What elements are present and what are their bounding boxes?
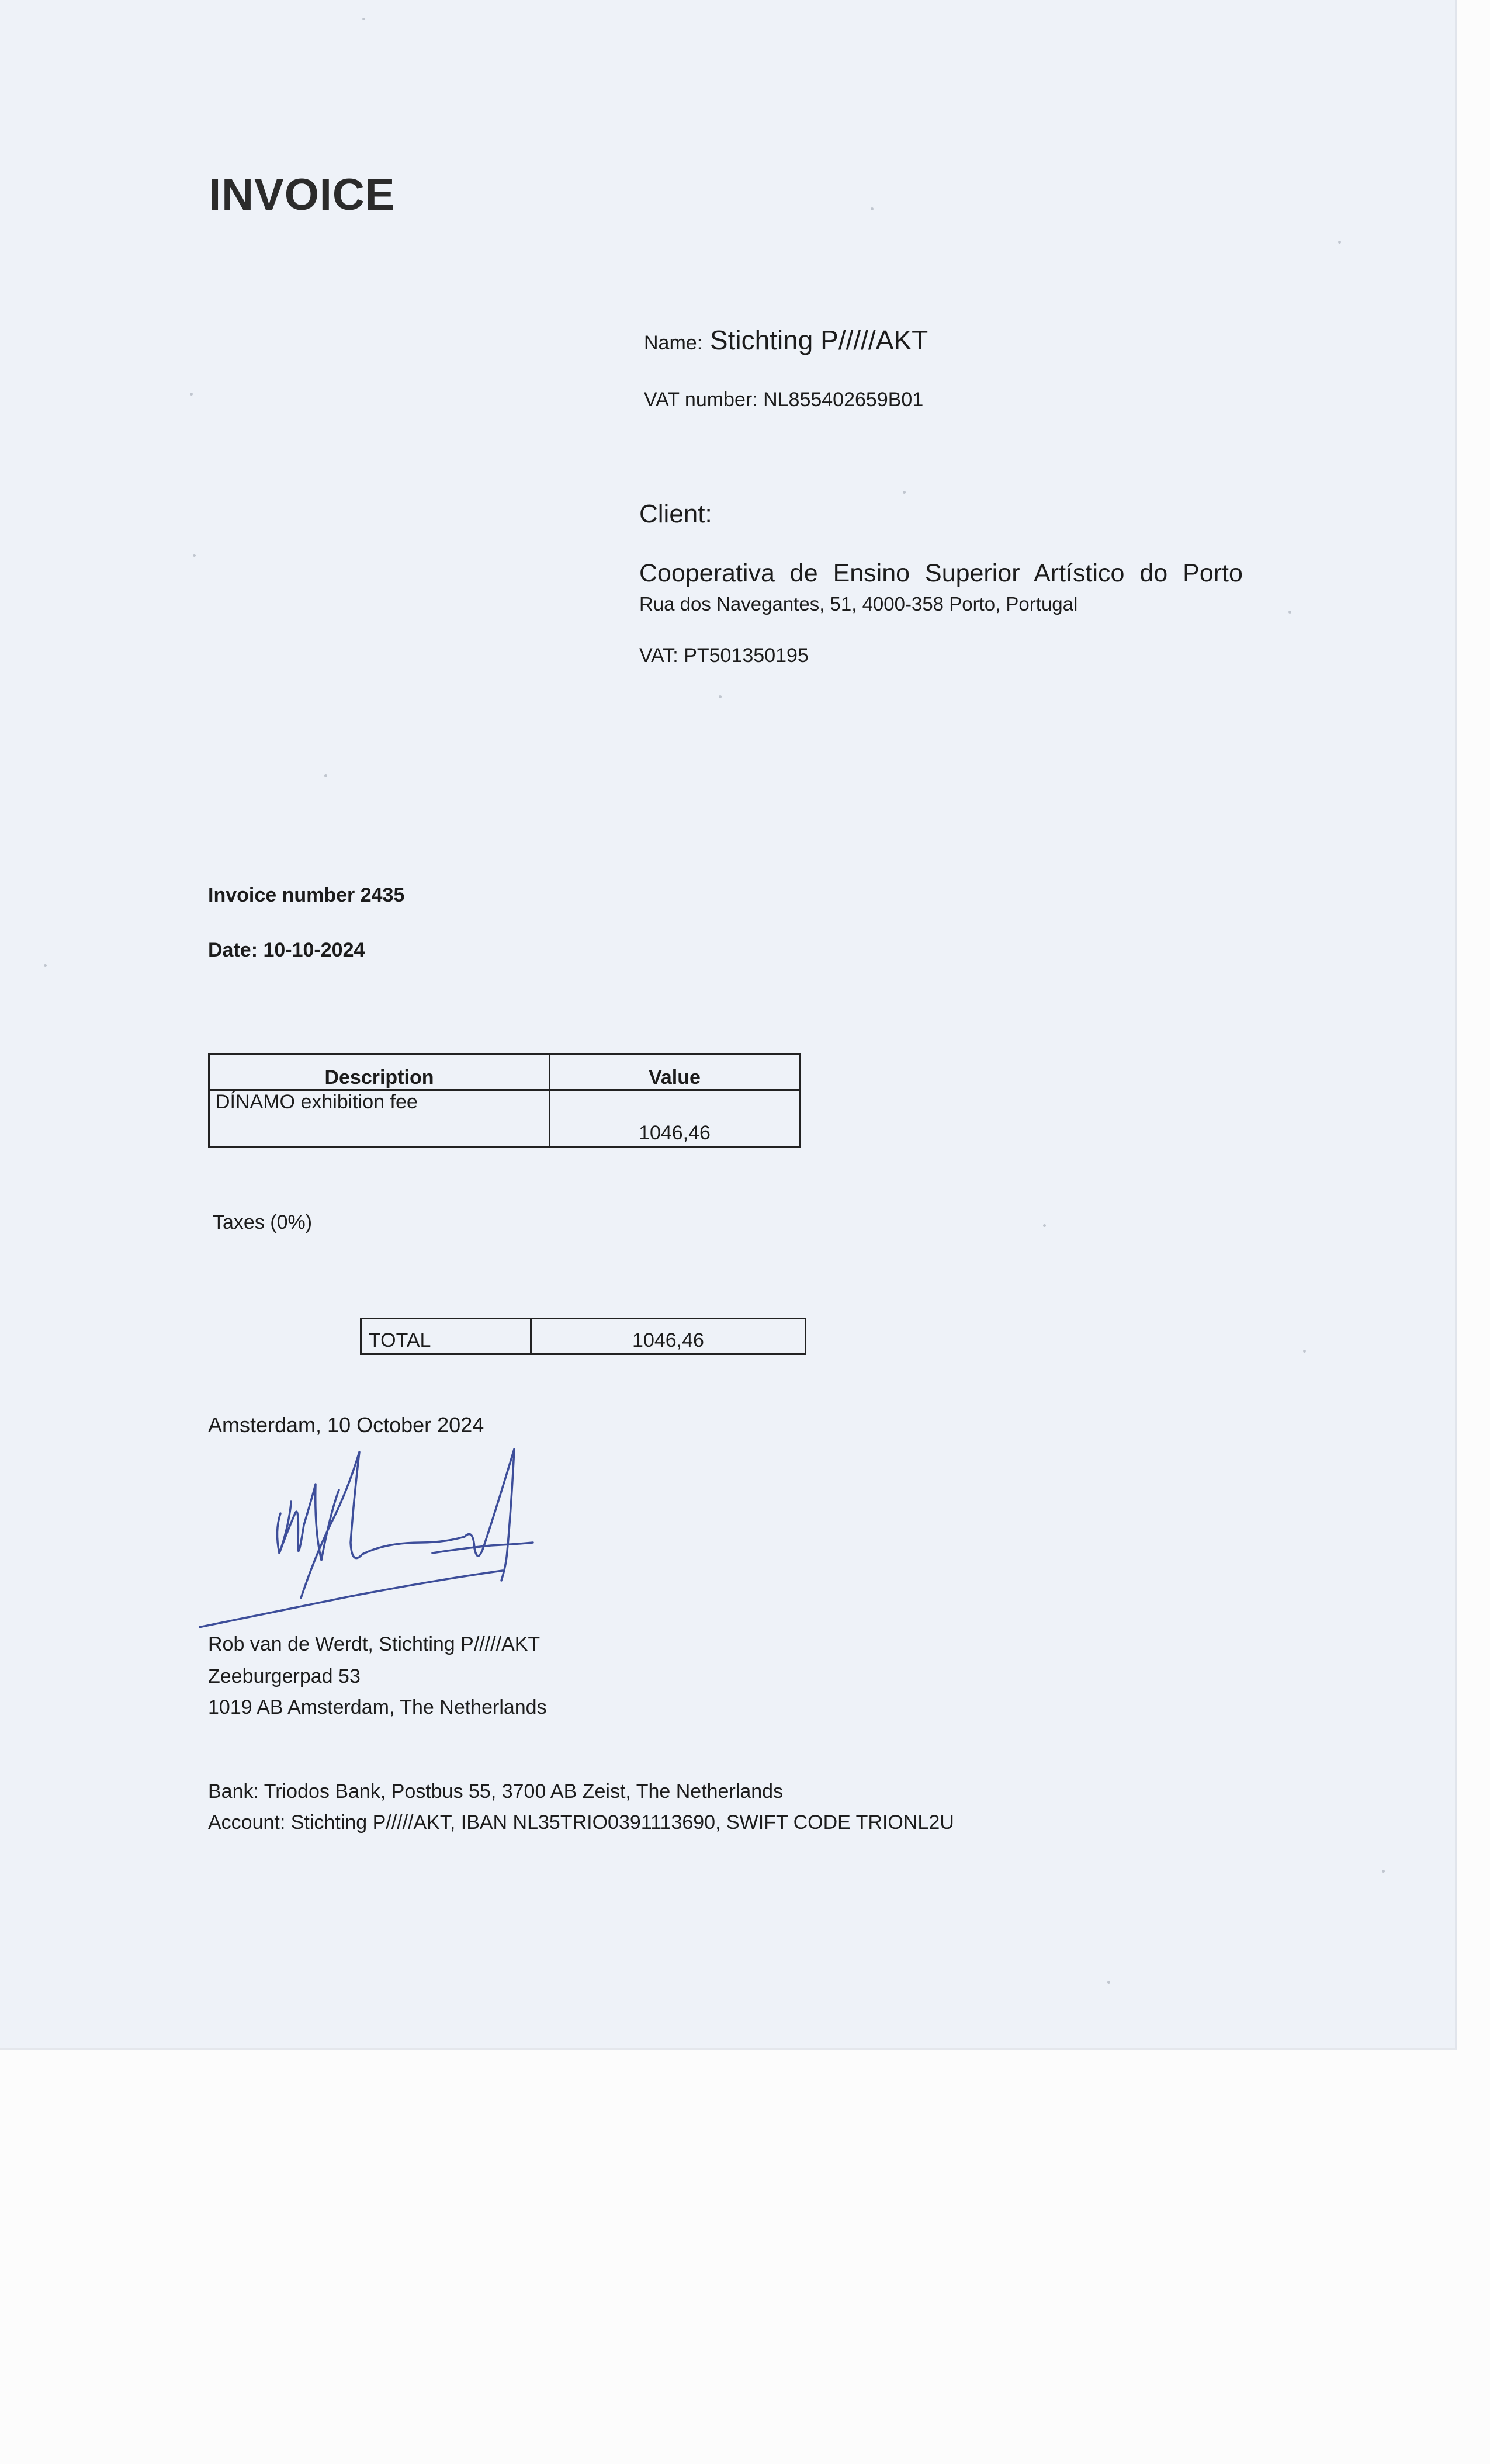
client-name: Cooperativa de Ensino Superior Artístico do Porto <box>639 559 1243 587</box>
scan-speck <box>871 207 874 210</box>
scan-speck <box>1382 1870 1385 1873</box>
scan-speck <box>719 695 722 698</box>
line-items-table <box>208 1053 801 1148</box>
scan-speck <box>324 774 327 777</box>
invoice-number: Invoice number 2435 <box>208 884 405 906</box>
account-details: Account: Stichting P/////AKT, IBAN NL35TRIO0391113690, SWIFT CODE TRIONL2U <box>208 1811 954 1834</box>
column-header-value: Value <box>550 1055 800 1090</box>
scan-speck <box>903 491 906 494</box>
sender-name-line <box>644 324 928 356</box>
item-description: DÍNAMO exhibition fee <box>209 1090 550 1147</box>
scan-speck <box>44 964 47 967</box>
total-value: 1046,46 <box>531 1319 806 1354</box>
scan-speck <box>362 18 365 20</box>
total-table <box>360 1318 806 1355</box>
item-value: 1046,46 <box>550 1090 800 1147</box>
place-and-date: Amsterdam, 10 October 2024 <box>208 1413 484 1437</box>
total-label: TOTAL <box>361 1319 531 1354</box>
sender-address-city: 1019 AB Amsterdam, The Netherlands <box>208 1696 547 1718</box>
invoice-date: Date: 10-10-2024 <box>208 939 365 961</box>
client-label: Client: <box>639 500 712 528</box>
table-header-row <box>209 1055 800 1090</box>
column-header-description: Description <box>209 1055 550 1090</box>
signer-name: Rob van de Werdt, Stichting P/////AKT <box>208 1633 540 1655</box>
table-row <box>209 1090 800 1147</box>
taxes-line: Taxes (0%) <box>213 1211 313 1233</box>
bank-details: Bank: Triodos Bank, Postbus 55, 3700 AB Zeist, The Netherlands <box>208 1780 784 1803</box>
sender-vat-number: VAT number: NL855402659B01 <box>644 389 924 411</box>
invoice-title: INVOICE <box>209 170 396 220</box>
scan-speck <box>190 393 193 396</box>
scan-speck <box>1303 1350 1306 1353</box>
sender-name-label: Name: <box>644 332 703 354</box>
total-row <box>361 1319 806 1354</box>
scan-speck <box>1338 241 1341 244</box>
sender-name: Stichting P/////AKT <box>709 325 928 355</box>
client-address: Rua dos Navegantes, 51, 4000-358 Porto, Portugal <box>639 593 1078 615</box>
scan-speck <box>193 554 196 557</box>
scan-speck <box>1288 611 1291 614</box>
handwritten-signature <box>199 1426 619 1636</box>
client-vat: VAT: PT501350195 <box>639 644 809 667</box>
sender-address-street: Zeeburgerpad 53 <box>208 1665 361 1687</box>
scan-speck <box>1107 1981 1110 1984</box>
scan-speck <box>1043 1224 1046 1227</box>
